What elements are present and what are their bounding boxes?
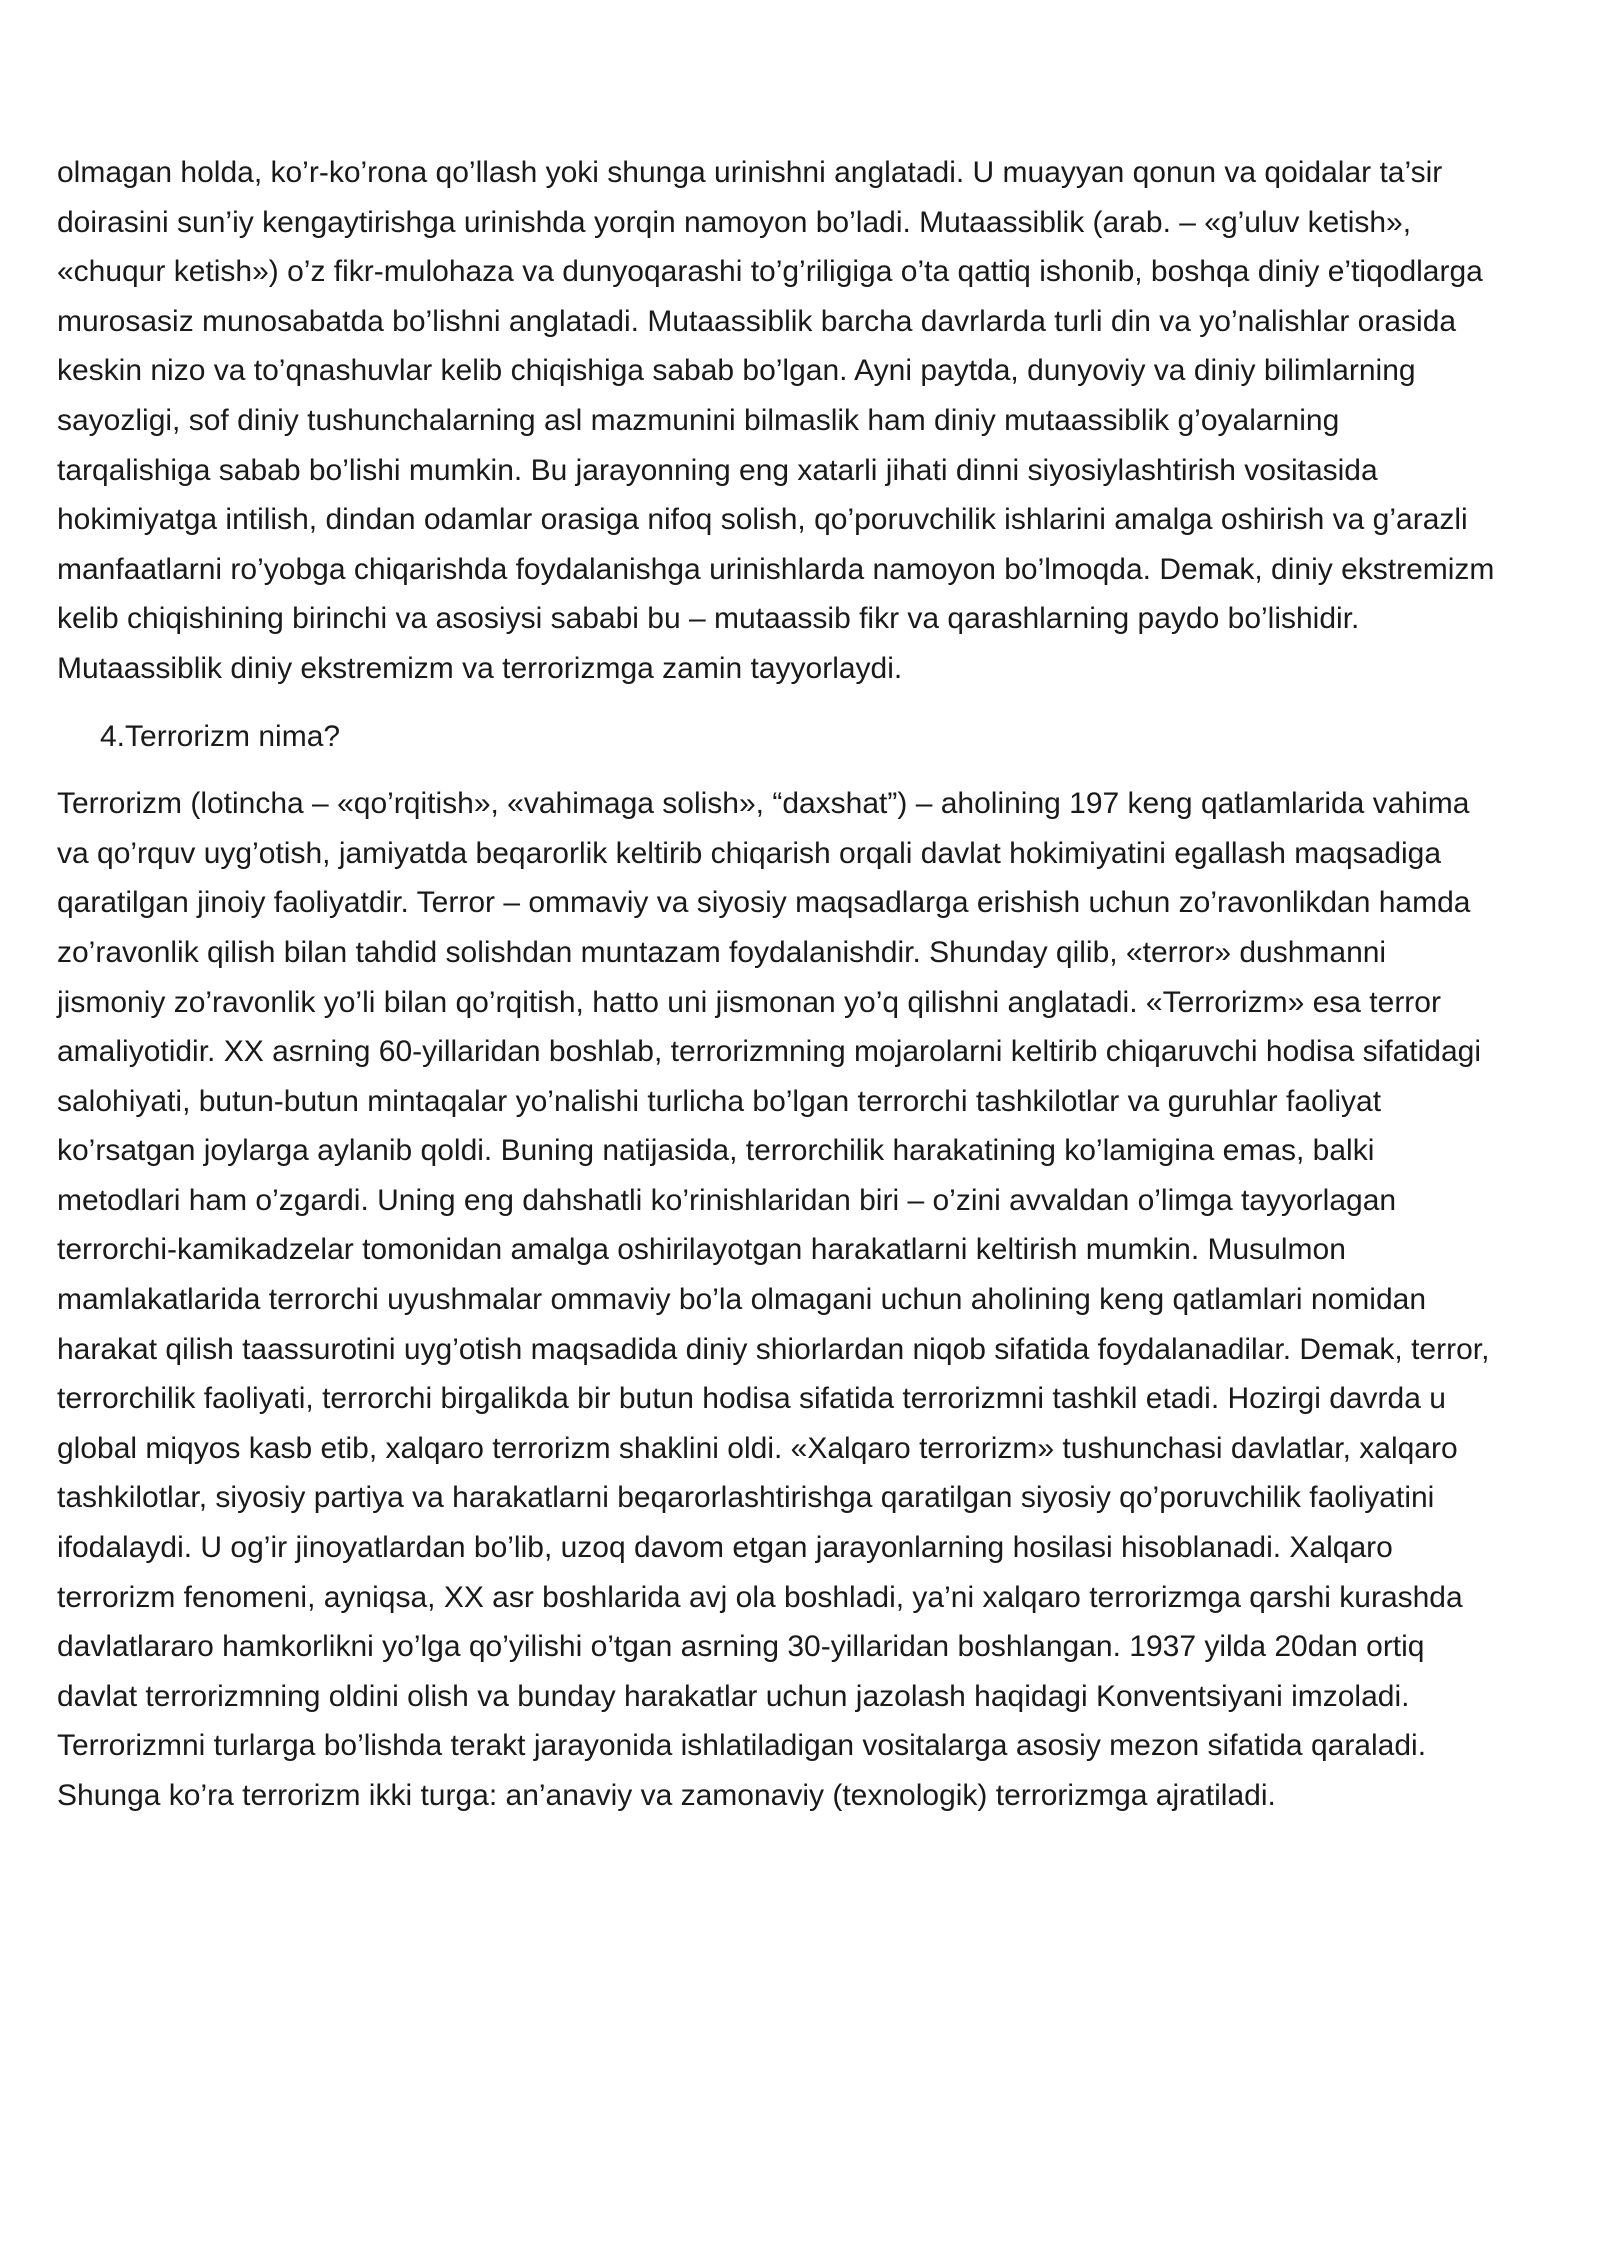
section-heading: 4.Terrorizm nima? (100, 719, 341, 753)
body-paragraph-mutaassiblik: olmagan holda, ko’r-ko’rona qo’llash yoki shunga urinishni anglatadi. U muayyan qonun va qoidalar ta’sir doirasini sun’iy kengaytirishga urinishda yorqin namoyon bo’ladi. Mutaassiblik (arab. – «g’uluv ketish», «chuqur ketish») o’z fikr-mulohaza va dunyoqarashi to’g’riligiga o’ta qattiq ishonib, boshqa diniy e’tiqodlarga murosasiz munosabatda bo’lishni anglatadi. Mutaassiblik barcha davrlarda turli din va yo’nalishlar orasida keskin nizo va to’qnashuvlar kelib chiqishiga sabab bo’lgan. Ayni paytda, dunyoviy va diniy bilimlarning sayozligi, sof diniy tushunchalarning asl mazmunini bilmaslik ham diniy mutaassiblik g’oyalarning tarqalishiga sabab bo’lishi mumkin. Bu jarayonning eng xatarli jihati dinni siyosiylashtirish vositasida hokimiyatga intilish, dindan odamlar orasiga nifoq solish, qo’poruvchilik ishlarini amalga oshirish va g’arazli manfaatlarni ro’yobga chiqarishda foydalanishga urinishlarda namoyon bo’lmoqda. Demak, diniy ekstremizm kelib chiqishining birinchi va asosiysi sababi bu – mutaassib fikr va qarashlarning paydo bo’lishidir. Mutaassiblik diniy ekstremizm va terrorizmga zamin tayyorlaydi. (57, 156, 1495, 685)
document-page (57, 148, 1497, 1821)
body-paragraph-terrorizm: Terrorizm (lotincha – «qo’rqitish», «vahimaga solish», “daxshat”) – aholining 197 keng qatlamlarida vahima va qo’rquv uyg’otish, jamiyatda beqarorlik keltirib chiqarish orqali davlat hokimiyatini egallash maqsadiga qaratilgan jinoiy faoliyatdir. Terror – ommaviy va siyosiy maqsadlarga erishish uchun zo’ravonlikdan hamda zo’ravonlik qilish bilan tahdid solishdan muntazam foydalanishdir. Shunday qilib, «terror» dushmanni jismoniy zo’ravonlik yo’li bilan qo’rqitish, hatto uni jismonan yo’q qilishni anglatadi. «Terrorizm» esa terror amaliyotidir. XX asrning 60-yillaridan boshlab, terrorizmning mojarolarni keltirib chiqaruvchi hodisa sifatidagi salohiyati, butun-butun mintaqalar yo’nalishi turlicha bo’lgan terrorchi tashkilotlar va guruhlar faoliyat ko’rsatgan joylarga aylanib qoldi. Buning natijasida, terrorchilik harakatining ko’lamigina emas, balki metodlari ham o’zgardi. Uning eng dahshatli ko’rinishlaridan biri – o’zini avvaldan o’limga tayyorlagan terrorchi-kamikadzelar tomonidan amalga oshirilayotgan harakatlarni keltirish mumkin. Musulmon mamlakatlarida terrorchi uyushmalar ommaviy bo’la olmagani uchun aholining keng qatlamlari nomidan harakat qilish taassurotini uyg’otish maqsadida diniy shiorlardan niqob sifatida foydalanadilar. Demak, terror, terrorchilik faoliyati, terrorchi birgalikda bir butun hodisa sifatida terrorizmni tashkil etadi. Hozirgi davrda u global miqyos kasb etib, xalqaro terrorizm shaklini oldi. «Xalqaro terrorizm» tushunchasi davlatlar, xalqaro tashkilotlar, siyosiy partiya va harakatlarni beqarorlashtirishga qaratilgan siyosiy qo’poruvchilik faoliyatini ifodalaydi. U og’ir jinoyatlardan bo’lib, uzoq davom etgan jarayonlarning hosilasi hisoblanadi. Xalqaro terrorizm fenomeni, ayniqsa, XX asr boshlarida avj ola boshladi, ya’ni xalqaro terrorizmga qarshi kurashda davlatlararo hamkorlikni yo’lga qo’yilishi o’tgan asrning 30-yillaridan boshlangan. 1937 yilda 20dan ortiq davlat terrorizmning oldini olish va bunday harakatlar uchun jazolash haqidagi Konventsiyani imzoladi. Terrorizmni turlarga bo’lishda terakt jarayonida ishlatiladigan vositalarga asosiy mezon sifatida qaraladi. Shunga ko’ra terrorizm ikki turga: an’anaviy va zamonaviy (texnologik) terrorizmga ajratiladi. (57, 787, 1490, 1812)
